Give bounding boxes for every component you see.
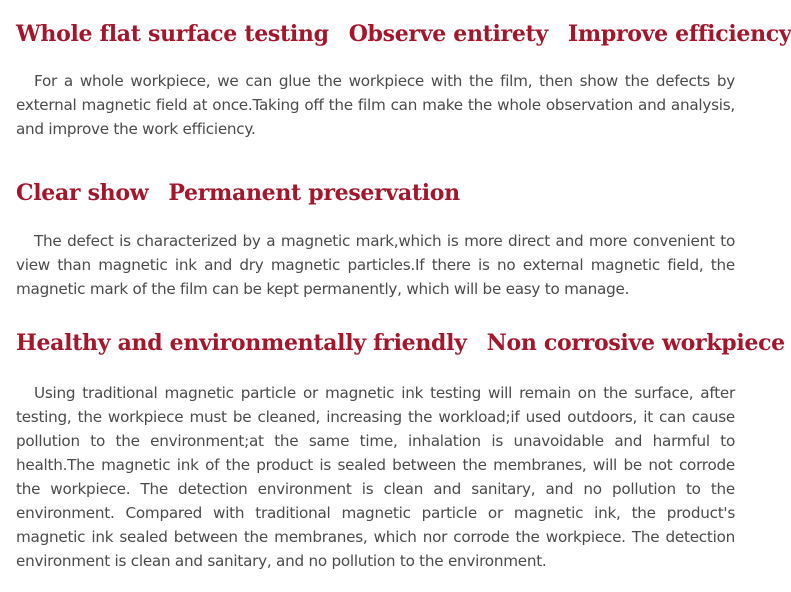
section-heading-flat-surface (16, 21, 791, 47)
heading-part: Improve efficiency (567, 21, 791, 47)
heading-part: Whole flat surface testing (16, 21, 329, 47)
section-body-healthy: Using traditional magnetic particle or magnetic ink testing will remain on the surface, after testing, the workpiece must be cleaned, increasing the workload;if used outdoors, it can cause pollution to the environment;at the same time, inhalation is unavoidable and harmful to health.The magnetic ink of the product is sealed between the membranes, will be not corrode the workpiece. The detection environment is clean and sanitary, and no pollution to the environment. Compared with traditional magnetic particle or magnetic ink, the product's magnetic ink sealed between the membranes, which nor corrode the workpiece. The detection environment is clean and sanitary, and no pollution to the environment. (16, 384, 735, 570)
section-heading-healthy (16, 330, 785, 356)
heading-part: Healthy and environmentally friendly (16, 330, 467, 356)
heading-part: Observe entirety (348, 21, 548, 47)
section-heading-clear-show (16, 180, 460, 206)
section-body-flat-surface: For a whole workpiece, we can glue the workpiece with the film, then show the defects by external magnetic field at once.Taking off the film can make the whole observation and analysis, and improve the work efficiency. (16, 72, 735, 138)
section-body-clear-show: The defect is characterized by a magnetic mark,which is more direct and more convenient to view than magnetic ink and dry magnetic particles.If there is no external magnetic field, the magnetic mark of the film can be kept permanently, which will be easy to manage. (16, 232, 735, 298)
heading-part: Clear show (16, 180, 149, 206)
heading-part: Permanent preservation (168, 180, 460, 206)
heading-part: Non corrosive workpiece (486, 330, 785, 356)
